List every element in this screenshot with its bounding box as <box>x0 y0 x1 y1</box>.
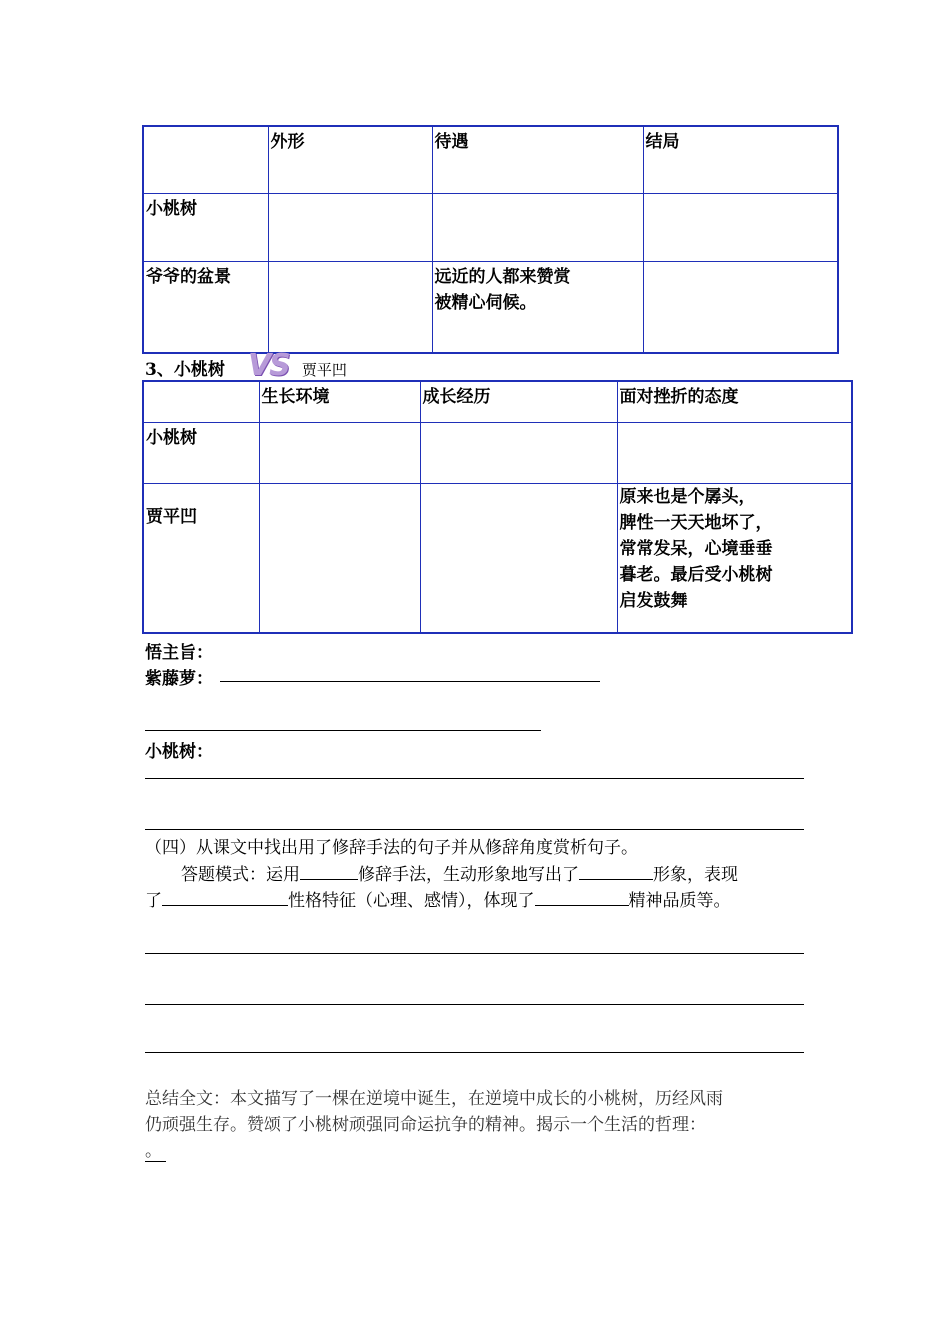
table2-cell[interactable] <box>259 422 420 483</box>
table1-cell: 远近的人都来赞赏 被精心伺候。 <box>432 261 643 353</box>
answer-model-line-1 <box>181 860 738 885</box>
table2-header-experience: 成长经历 <box>420 381 617 422</box>
table1-cell[interactable] <box>268 193 432 261</box>
table2-cell[interactable] <box>420 422 617 483</box>
summary-end-mark: 。 <box>145 1141 166 1162</box>
section4-title: （四）从课文中找出用了修辞手法的句子并从修辞角度赏析句子。 <box>145 838 638 858</box>
section4-answer-line-2[interactable] <box>145 1004 804 1005</box>
peach-label: 小桃树： <box>145 742 213 762</box>
peach-answer-line-2[interactable] <box>145 829 804 830</box>
table1-header-corner <box>143 126 268 193</box>
model-part-1: 答题模式：运用 <box>181 865 300 885</box>
section3-heading <box>145 348 347 383</box>
section3-suffix: 贾平凹 <box>301 361 347 379</box>
table1-row-label: 爷爷的盆景 <box>143 261 268 353</box>
model-part-3: 形象，表现 <box>653 865 738 885</box>
peach-answer-line-1[interactable] <box>145 778 804 779</box>
table2-row-label: 贾平凹 <box>143 483 259 633</box>
table1-header-treatment: 待遇 <box>432 126 643 193</box>
theme-title: 悟主旨： <box>145 643 213 663</box>
wisteria-answer-line-1[interactable] <box>220 681 600 682</box>
table1-header-appearance: 外形 <box>268 126 432 193</box>
wisteria-answer-line-2[interactable] <box>145 730 541 731</box>
character-blank[interactable] <box>162 887 288 906</box>
comparison-table-2 <box>142 380 853 634</box>
vs-logo: VS <box>247 348 289 383</box>
table1-cell[interactable] <box>432 193 643 261</box>
spirit-blank[interactable] <box>535 887 629 906</box>
table2-header-environment: 生长环境 <box>259 381 420 422</box>
answer-model-line-2 <box>145 886 731 911</box>
summary-line-3 <box>145 1136 166 1161</box>
image-blank[interactable] <box>579 861 653 880</box>
model-part-5: 性格特征（心理、感情），体现了 <box>288 891 535 911</box>
model-part-6: 精神品质等。 <box>628 891 731 911</box>
model-part-2: 修辞手法，生动形象地写出了 <box>358 865 579 885</box>
summary-line-2: 仍顽强生存。赞颂了小桃树顽强同命运抗争的精神。揭示一个生活的哲理： <box>145 1115 706 1135</box>
comparison-table-1 <box>142 125 839 354</box>
section4-answer-line-1[interactable] <box>145 953 804 954</box>
table2-row-label: 小桃树 <box>143 422 259 483</box>
rhetoric-blank[interactable] <box>300 861 358 880</box>
table2-cell: 原来也是个孱头， 脾性一天天地坏了， 常常发呆，心境垂垂 暮老。最后受小桃树 启发鼓舞 <box>617 483 852 633</box>
table1-cell[interactable] <box>643 193 838 261</box>
wisteria-label: 紫藤萝： <box>145 669 213 689</box>
section4-answer-line-3[interactable] <box>145 1052 804 1053</box>
table1-row-label: 小桃树 <box>143 193 268 261</box>
table1-cell[interactable] <box>268 261 432 353</box>
table2-header-corner <box>143 381 259 422</box>
table1-cell[interactable] <box>643 261 838 353</box>
table1-header-ending: 结局 <box>643 126 838 193</box>
table2-cell[interactable] <box>259 483 420 633</box>
section3-prefix: 3、小桃树 <box>145 360 225 380</box>
table2-cell[interactable] <box>420 483 617 633</box>
table2-header-attitude: 面对挫折的态度 <box>617 381 852 422</box>
model-part-4: 了 <box>145 891 162 911</box>
summary-line-1: 总结全文：本文描写了一棵在逆境中诞生，在逆境中成长的小桃树，历经风雨 <box>145 1089 723 1109</box>
table2-cell[interactable] <box>617 422 852 483</box>
